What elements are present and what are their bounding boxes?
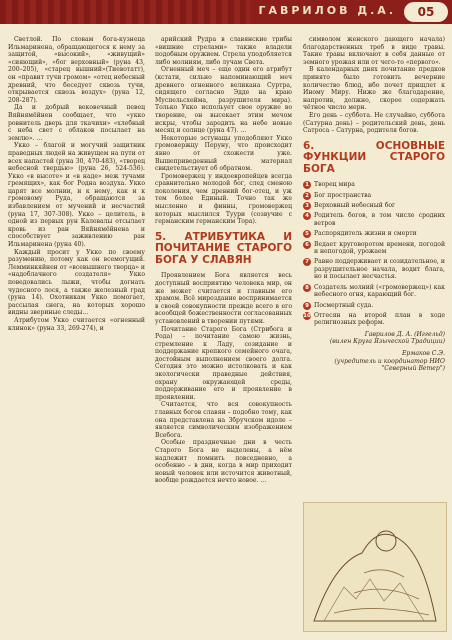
- list-item-text: Верховный небесный бог: [314, 202, 396, 210]
- list-item: [303, 230, 445, 237]
- list-item-text: Родитель богов, в том числе сродних ветров: [314, 212, 445, 227]
- page-header: [0, 0, 452, 24]
- list-item: [303, 212, 445, 227]
- list-item-text: Создатель молний («громовержец») как небесного огня, карающий бог.: [314, 283, 445, 299]
- list-item: [303, 192, 445, 199]
- signature-name-1: Гаврилов Д. А. (Иггельд): [364, 330, 445, 338]
- number-badge: 6: [303, 241, 311, 249]
- paragraph: Почитание Старого Бога (Стрибога и Рода) – почитание самою жизнь, стремление к Ладу, созидание и поддержание крепкого семейного очага, достойным выполнением своего долга. Сегодня это можно истолковать и как экологически праведные действия, охрану окружающей среды, поддерживание его и проявление в проявлении.: [155, 325, 292, 401]
- paragraph: Громовержец у индоевропейцев всегда сравнительно молодой бог, след сменою поколения, чем древний бог-отец, и уж тем более Единый. Точно так же мысленно и финны, громовержец которых мыслился Туури (созвучие с германским германским Тора).: [155, 172, 292, 226]
- paragraph: Атрибутом Укко считается «огненный клинок» (руна 33, 269-274), и: [8, 316, 145, 332]
- list-item: [303, 302, 445, 309]
- list-item: [303, 181, 445, 188]
- number-badge: 4: [303, 212, 311, 220]
- number-badge: 5: [303, 230, 311, 238]
- number-badge: 2: [303, 192, 311, 200]
- paragraph: Его день – суббота. Не случайно, суббота (Сатурна день) – родительский день, день Сатроса – Сатурна, родителя богов.: [303, 111, 445, 135]
- section-heading-5: 5. АТРИБУТИКА И ПОЧИТАНИЕ СТАРОГО БОГА У СЛАВЯН: [155, 230, 292, 266]
- paragraph: Проявлением Бога является весь доступный восприятию человека мир, он же может считается и главным его храмом. Всё мироздание воспринимается в своей совокупности прежде всего в его всеобщей божественности согласованных установлений в творении путями.: [155, 272, 292, 325]
- paragraph: В календарных днях почитание предков принято было готовить вечерние количество блюд, ибо почет прищлет к Иному Миру. Ниже же благодарение, напротив, должно, скорее содержать чётное число мерн.: [303, 66, 445, 112]
- list-item: [303, 202, 445, 209]
- list-item-text: Распорядитель жизни и смерти: [314, 230, 417, 238]
- list-item: [303, 284, 445, 299]
- signature-block: [303, 331, 445, 373]
- column-1: [8, 36, 145, 332]
- paragraph: Особые празднечные дни в честь Старого Бога не выделены, а нём надлежит помнить повседневно, а особенно – в дни, когда в мир приходит новый человек или источится животный, вообще рождается нечто новое. ...: [155, 439, 292, 485]
- paragraph: Считается, что вся совокупность главных богов славян – подобно тому, как она представлена на Збручском идоле – является символическим изображением Всебога.: [155, 401, 292, 439]
- paragraph: Каждый просит у Укко по своему разумению, потому как он всемогущий. Лемминкяйнен от «всевышнего творца» и «надоблачного создателя» Укко поведовались лыжи, чтобы догнать чудесного лося, а также железный град (руна 14). Охотникам Укко помогает, рассылая снега, на которых хорошо видны звериные следы...: [8, 248, 145, 317]
- idol-illustration-icon: [304, 503, 446, 631]
- list-item: [303, 241, 445, 256]
- functions-list: [303, 181, 445, 327]
- list-item: [303, 312, 445, 327]
- paragraph: Укко – благой и могучий защитник праведных людей на живущем на пути от всех напастей (руна 30, 470-483), «творец небесной твердью» (руна 26, 524-536). Укко «в высоте» и «в наде» меж тучами гремящих», как бог Родна воздуха. Укко царят все молнии, и к нему, как и к громовому Руда, обращаются за избавлением от мучений и несчастий (руна 17, 307-308). Укко – целитель, в одной из первых рун Калевалы отсылает кровь из ран Вяйнямёйнена и способствует заживлению ран Ильмаринена (руна 40).: [8, 142, 145, 249]
- paragraph: Огненный меч – еще один его атрибут (кстати, сильно напоминающий меч древнего огненного великана Суртра, сидящего согласно Эдде на краю Муспельсхейма, разрушителя мира). Только Укко испольует свое оружие во творение, он высекает этим мечом искры, чтобы зародить на небе новые месяц и солнце (руна 47). ...: [155, 66, 292, 135]
- number-badge: 10: [303, 312, 311, 319]
- column-3: [303, 36, 445, 373]
- number-badge: 7: [303, 258, 311, 266]
- page-number: 05: [404, 2, 448, 22]
- signature-name-2: Ермаков С.Э.: [401, 349, 445, 357]
- signature-role-1: (вилен Круга Языческой Традиции): [329, 338, 445, 346]
- paragraph: Светлой. По словам бога-кузнеца Ильмаринена, обращающегося к нему за защитой, «высокий», «живущий» «сияющий», «бог верховный» (руна 43, 200–205), «старец вышний»(Тиевотатт), он «правит тучи громом» «отец небесный древний, что беседует сквозь тучи, открывается сквозь воздух» (руна 12, 208-287).: [8, 36, 145, 104]
- column-2: [155, 36, 292, 485]
- list-item-text: Ведает круговоротом времени, погодой и непогодой, урожаем: [314, 240, 445, 256]
- header-author: ГАВРИЛОВ Д.А.: [258, 4, 396, 17]
- header-ornament: [0, 0, 250, 24]
- paragraph: арийский Рудра в славянские трибы «вишние стрелами» также владели подобным оружием. Стрела уподобляется либо молниям, либо лучам Света.: [155, 36, 292, 66]
- number-badge: 1: [303, 181, 311, 189]
- section-heading-6: 6. ОСНОВНЫЕ ФУНКЦИИ СТАРОГО БОГА: [303, 139, 445, 175]
- list-item-text: Отгесян на второй план в ходе религиозных реформ.: [314, 311, 445, 327]
- paragraph: Да и добрый вековечный певец Вяйнямёйнен сообщает, что «укко ровнитель дверь для ткачихи» «хлебный с неба свет с облаков посылает на землю». ...: [8, 104, 145, 142]
- paragraph: символом женского дающего начала) благодарственных треб в виде травы. Такие травы включают в себя данные от земного урожая или от чего-то «первого».: [303, 36, 445, 66]
- number-badge: 3: [303, 202, 311, 210]
- illustration: [303, 502, 447, 632]
- paragraph: Некоторые эстунацы уподобляют Укко громовержцу Перуну, что происходит явно от схожести уже. Вышеприведенный материал свидетельствует об обратном.: [155, 134, 292, 173]
- list-item: [303, 258, 445, 280]
- list-item-text: Посмертный суда.: [314, 301, 374, 309]
- number-badge: 8: [303, 284, 311, 292]
- list-item-text: Равно поддерживает и созидательное, и разрушительное начала, водит блага, но и посылает несчастья.: [314, 258, 445, 281]
- list-item-text: Бог пространства: [314, 191, 372, 199]
- signature-role-2: (учредитель и координатор НИО "Северный Ветер"): [334, 357, 445, 373]
- list-item-text: Творец мира: [314, 181, 355, 189]
- number-badge: 9: [303, 302, 311, 310]
